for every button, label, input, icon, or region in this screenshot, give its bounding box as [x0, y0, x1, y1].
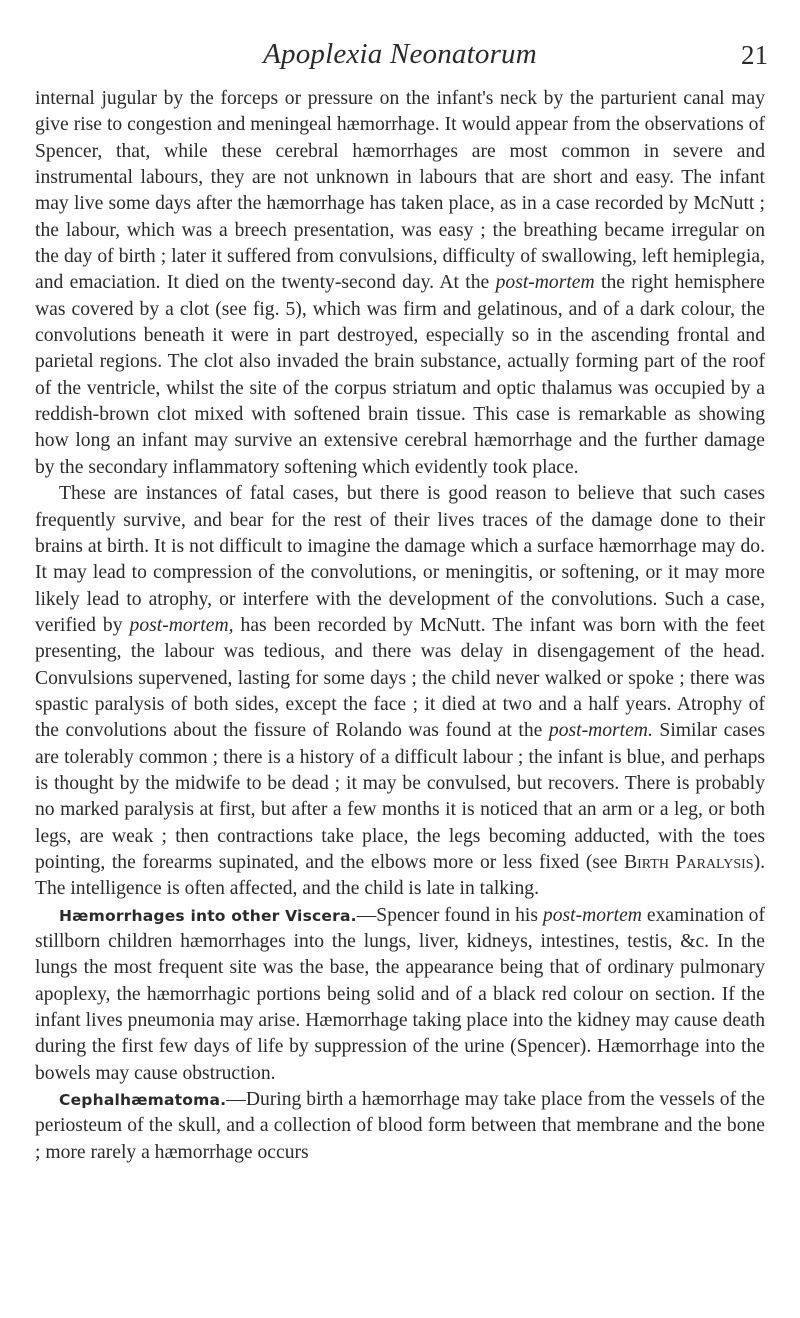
cross-reference: Birth Paralysis — [624, 851, 754, 873]
body-text — [35, 86, 765, 1166]
section-heading-cephalhaematoma: Cephalhæmatoma. — [59, 1091, 227, 1110]
text-run: —Spencer found in his — [356, 904, 538, 926]
paragraph-survival — [35, 481, 765, 903]
text-run: —During birth a hæmorrhage may take place from the vessels of the periosteum of the skull, and a collection of blood form between that membrane and the bone ; more rarely a hæmorrhage occurs — [35, 1089, 765, 1163]
text-run: has been recorded by McNutt. The infant was born with the feet presenting, the labour was tedious, and there was delay in disengagement of the head. Convulsions supervened, lasting for some days ; the child never walked or spoke ; there was spastic paralysis of both sides, except the face ; it died at two and a half years. Atrophy of the convolutions about the fissure of Rolando was found at the — [35, 614, 766, 742]
text-run: Similar cases are tolerably common ; there is a history of a difficult labour ; the infant is blue, and perhaps is thought by the midwife to be dead ; it may be convulsed, but recovers. There is probably no marked paralysis at first, but after a few months it is noticed that an arm or a leg, or both legs, are weak ; then contractions take place, the legs becoming adducted, with the toes pointing, the forearms supinated, and the elbows more or less fixed (see — [35, 720, 766, 873]
paragraph-continued — [35, 86, 765, 481]
italic-term: post-mortem — [495, 272, 595, 294]
paragraph-cephalhaematoma — [35, 1087, 765, 1166]
text-run: ). The intelligence is often affected, and the child is late in talking. — [35, 851, 765, 900]
text-run: These are instances of fatal cases, but there is good reason to believe that such cases frequently survive, and bear for the rest of their lives traces of the damage done to their brains at birth. It is not difficult to imagine the damage which a surface hæmorrhage may do. It may lead to compression of the convolutions, or meningitis, or softening, or it may more likely lead to atrophy, or interfere with the development of the convolutions. Such a case, verified by — [35, 483, 765, 636]
italic-term: post-mortem — [542, 904, 642, 926]
text-run: internal jugular by the forceps or pressure on the infant's neck by the parturient canal may give rise to congestion and meningeal hæmorrhage. It would appear from the observations of Spencer, that, while these cerebral hæmorrhages are most common in severe and instrumental labours, they are not unknown in labours that are short and easy. The infant may live some days after the hæmorrhage has taken place, as in a case recorded by McNutt ; the labour, which was a breech presentation, was easy ; the breathing became irregular on the day of birth ; later it suffered from convulsions, difficulty of swallowing, left hemiplegia, and emaciation. It died on the twenty-second day. At the — [35, 88, 765, 294]
paragraph-viscera — [35, 903, 765, 1087]
page-number: 21 — [741, 40, 768, 70]
running-title: Apoplexia Neonatorum — [263, 38, 537, 70]
running-head — [32, 38, 768, 72]
section-heading-viscera: Hæmorrhages into other Viscera. — [59, 906, 357, 925]
text-run: examination of stillborn children hæmorrhages into the lungs, liver, kidneys, intestines, testis, &c. In the lungs the most frequent site was the base, the appearance being that of ordinary pulmonary apoplexy, the hæmorrhagic portions being solid and of a black red colour on section. If the infant lives pneumonia may arise. Hæmorrhage taking place into the kidney may cause death during the first few days of life by suppression of the urine (Spencer). Hæmorrhage into the bowels may cause obstruction. — [35, 904, 765, 1084]
text-run: the right hemisphere was covered by a clot (see fig. 5), which was firm and gelatinous, and of a dark colour, the convolutions beneath it were in part destroyed, especially so in the ascending frontal and parietal regions. The clot also invaded the brain substance, actually forming part of the roof of the ventricle, whilst the site of the corpus striatum and optic thalamus was occupied by a reddish-brown clot mixed with softened brain tissue. This case is remarkable as showing how long an infant may survive an extensive cerebral hæmorrhage and the further damage by the secondary inflammatory softening which evidently took place. — [35, 272, 765, 478]
italic-term: post-mortem. — [548, 720, 653, 742]
italic-term: post-mortem, — [129, 614, 234, 636]
